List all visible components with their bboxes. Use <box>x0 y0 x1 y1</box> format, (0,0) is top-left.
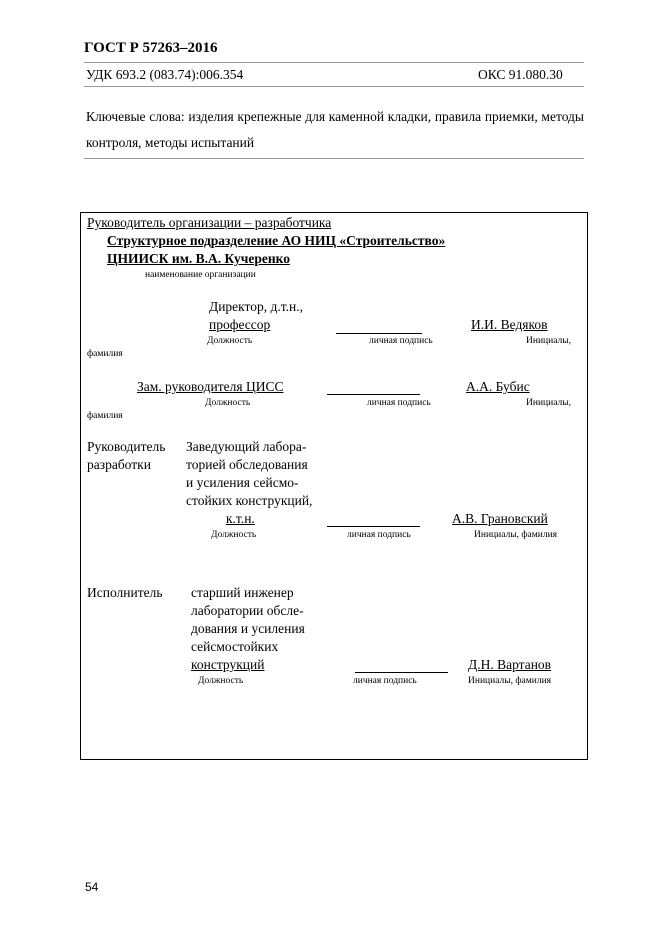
signer1-name: И.И. Ведяков <box>471 317 548 332</box>
signer4-cap-position: Должность <box>198 676 244 686</box>
signer3-cap-position: Должность <box>211 530 257 540</box>
signer4-cap-signature: личная подпись <box>353 676 417 686</box>
signer2-signature-line <box>327 394 420 395</box>
signer3-position-line3: и усиления сейсмо- <box>186 475 299 490</box>
signer4-position-line2: лаборатории обсле- <box>191 603 304 618</box>
signer2-cap-position: Должность <box>205 398 251 408</box>
signer3-position-line1: Заведующий лабора- <box>186 439 307 454</box>
signer1-position-line1: Директор, д.т.н., <box>209 299 304 314</box>
standard-code: ГОСТ Р 57263–2016 <box>84 40 218 56</box>
udk-rule <box>84 86 584 87</box>
signer1-position-line2: профессор <box>209 317 271 332</box>
signer3-name: А.В. Грановский <box>452 511 548 526</box>
udk-code: УДК 693.2 (083.74):006.354 <box>86 67 244 82</box>
signer2-cap-initials: Инициалы, <box>526 398 571 408</box>
org-name-line1: Структурное подразделение АО НИЦ «Строительство» <box>107 233 446 248</box>
signer3-role-line1: Руководитель <box>87 439 166 454</box>
signer1-cap-initials: Инициалы, <box>526 336 571 346</box>
page-number: 54 <box>85 880 99 894</box>
signer4-name: Д.Н. Вартанов <box>468 657 552 672</box>
signer4-signature-line <box>355 672 448 673</box>
keywords: Ключевые слова: изделия крепежные для каменной кладки, правила приемки, методы контроля, методы испытаний <box>86 109 584 150</box>
signer3-signature-line <box>327 526 420 527</box>
signer1-cap-position: Должность <box>207 336 253 346</box>
signer1-cap-signature: личная подпись <box>369 336 433 346</box>
keywords-rule <box>84 158 584 159</box>
org-caption: наименование организации <box>145 270 256 280</box>
signer4-position-line1: старший инженер <box>191 585 294 600</box>
signer3-cap-initials: Инициалы, фамилия <box>474 530 558 540</box>
org-heading: Руководитель организации – разработчика <box>87 215 332 230</box>
signer4-position-line3: дования и усиления <box>191 621 305 636</box>
signer4-role: Исполнитель <box>87 585 163 600</box>
signer3-position-line4: стойких конструкций, <box>186 493 313 508</box>
signer3-degree: к.т.н. <box>226 511 255 526</box>
signer2-cap-signature: личная подпись <box>367 398 431 408</box>
signer2-cap-surname: фамилия <box>87 411 123 421</box>
signer2-name: А.А. Бубис <box>466 379 530 394</box>
signer1-cap-surname: фамилия <box>87 349 123 359</box>
signer4-position-last: конструкций <box>191 657 265 672</box>
signer3-role-line2: разработки <box>87 457 151 472</box>
signer3-cap-signature: личная подпись <box>347 530 411 540</box>
org-name-line2: ЦНИИСК им. В.А. Кучеренко <box>107 251 290 266</box>
signature-block <box>80 212 588 760</box>
signer2-position: Зам. руководителя ЦИСС <box>137 379 284 394</box>
signer3-position-line2: торией обследования <box>186 457 308 472</box>
header-rule <box>84 62 584 63</box>
signer4-position-line4: сейсмостойких <box>191 639 279 654</box>
signer4-cap-initials: Инициалы, фамилия <box>468 676 552 686</box>
signer1-signature-line <box>336 333 422 334</box>
oks-code: ОКС 91.080.30 <box>478 67 563 82</box>
